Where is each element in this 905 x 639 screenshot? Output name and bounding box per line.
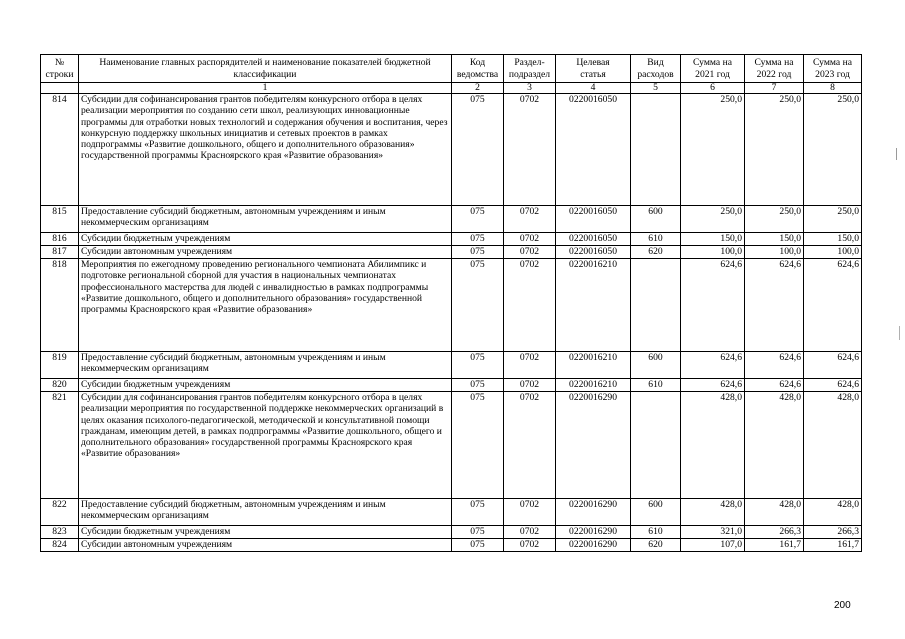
row-sum-2022: 250,0 bbox=[745, 206, 804, 233]
header-sum-2023: Сумма на 2023 год bbox=[804, 55, 862, 83]
row-target: 0220016210 bbox=[556, 259, 631, 352]
row-target: 0220016050 bbox=[556, 206, 631, 233]
row-sum-2022: 624,6 bbox=[745, 379, 804, 392]
table-row bbox=[41, 259, 862, 352]
row-sum-2023: 100,0 bbox=[804, 246, 862, 259]
row-sum-2022: 161,7 bbox=[745, 539, 804, 552]
row-dept-code: 075 bbox=[452, 526, 504, 539]
row-sum-2023: 250,0 bbox=[804, 206, 862, 233]
row-name: Субсидии бюджетным учреждениям bbox=[79, 526, 452, 539]
table-row bbox=[41, 246, 862, 259]
row-sum-2022: 150,0 bbox=[745, 233, 804, 246]
row-target: 0220016290 bbox=[556, 539, 631, 552]
row-dept-code: 075 bbox=[452, 233, 504, 246]
row-sum-2021: 150,0 bbox=[681, 233, 745, 246]
row-name: Субсидии автономным учреждениям bbox=[79, 246, 452, 259]
row-name: Субсидии бюджетным учреждениям bbox=[79, 379, 452, 392]
row-expense-type: 600 bbox=[631, 206, 681, 233]
row-section: 0702 bbox=[504, 526, 556, 539]
row-sum-2023: 428,0 bbox=[804, 392, 862, 499]
column-number: 5 bbox=[631, 83, 681, 94]
row-sum-2022: 428,0 bbox=[745, 499, 804, 526]
row-name: Субсидии автономным учреждениям bbox=[79, 539, 452, 552]
row-expense-type: 620 bbox=[631, 539, 681, 552]
row-sum-2021: 100,0 bbox=[681, 246, 745, 259]
row-sum-2023: 624,6 bbox=[804, 379, 862, 392]
column-number: 4 bbox=[556, 83, 631, 94]
row-target: 0220016050 bbox=[556, 246, 631, 259]
row-sum-2021: 250,0 bbox=[681, 206, 745, 233]
row-number: 816 bbox=[41, 233, 79, 246]
row-section: 0702 bbox=[504, 499, 556, 526]
header-section: Раздел- подраздел bbox=[504, 55, 556, 83]
row-sum-2021: 624,6 bbox=[681, 352, 745, 379]
column-number: 8 bbox=[804, 83, 862, 94]
row-section: 0702 bbox=[504, 379, 556, 392]
row-sum-2021: 321,0 bbox=[681, 526, 745, 539]
table-row bbox=[41, 206, 862, 233]
row-sum-2021: 428,0 bbox=[681, 392, 745, 499]
row-target: 0220016210 bbox=[556, 352, 631, 379]
row-sum-2022: 428,0 bbox=[745, 392, 804, 499]
column-number-row bbox=[41, 83, 862, 94]
row-number: 824 bbox=[41, 539, 79, 552]
row-target: 0220016290 bbox=[556, 526, 631, 539]
header-target: Целевая статья bbox=[556, 55, 631, 83]
row-section: 0702 bbox=[504, 392, 556, 499]
row-name: Субсидии для софинансирования грантов победителям конкурсного отбора в целях реализации мероприятия по созданию сети школ, реализующих инновационные программы для отработки новых технологий и содержания обучения и воспитания, через конкурсную поддержку школьных инициатив и сетевых проектов в рамках подпрограммы «Развитие дошкольного, общего и дополнительного образования» государственной программы Красноярского края «Развитие образования» bbox=[79, 94, 452, 206]
column-number: 6 bbox=[681, 83, 745, 94]
row-dept-code: 075 bbox=[452, 352, 504, 379]
table-row bbox=[41, 392, 862, 499]
row-number: 821 bbox=[41, 392, 79, 499]
row-expense-type: 600 bbox=[631, 352, 681, 379]
row-sum-2022: 624,6 bbox=[745, 352, 804, 379]
row-expense-type bbox=[631, 94, 681, 206]
row-name: Предоставление субсидий бюджетным, автономным учреждениям и иным некоммерческим организациям bbox=[79, 352, 452, 379]
row-sum-2021: 107,0 bbox=[681, 539, 745, 552]
row-number: 820 bbox=[41, 379, 79, 392]
header-name: Наименование главных распорядителей и наименование показателей бюджетной классификации bbox=[79, 55, 452, 83]
row-target: 0220016050 bbox=[556, 94, 631, 206]
row-expense-type: 610 bbox=[631, 379, 681, 392]
table-row bbox=[41, 352, 862, 379]
row-expense-type: 610 bbox=[631, 233, 681, 246]
row-section: 0702 bbox=[504, 246, 556, 259]
budget-table bbox=[40, 54, 862, 552]
row-section: 0702 bbox=[504, 206, 556, 233]
row-dept-code: 075 bbox=[452, 94, 504, 206]
row-target: 0220016290 bbox=[556, 392, 631, 499]
row-section: 0702 bbox=[504, 233, 556, 246]
row-name: Мероприятия по ежегодному проведению регионального чемпионата Абилимпикс и подготовке региональной сборной для участия в национальных чемпионатах профессионального мастерства для людей с инвалидностью в рамках подпрограммы «Развитие дошкольного, общего и дополнительного образования» государственной программы Красноярского края «Развитие образования» bbox=[79, 259, 452, 352]
row-sum-2021: 624,6 bbox=[681, 259, 745, 352]
row-section: 0702 bbox=[504, 94, 556, 206]
row-sum-2021: 428,0 bbox=[681, 499, 745, 526]
scan-edge-mark bbox=[899, 326, 900, 340]
row-sum-2023: 624,6 bbox=[804, 259, 862, 352]
row-expense-type bbox=[631, 259, 681, 352]
row-section: 0702 bbox=[504, 352, 556, 379]
row-dept-code: 075 bbox=[452, 539, 504, 552]
row-sum-2021: 250,0 bbox=[681, 94, 745, 206]
row-sum-2023: 250,0 bbox=[804, 94, 862, 206]
header-row-no: № строки bbox=[41, 55, 79, 83]
row-sum-2022: 250,0 bbox=[745, 94, 804, 206]
row-sum-2022: 624,6 bbox=[745, 259, 804, 352]
scan-edge-mark bbox=[896, 148, 897, 160]
row-section: 0702 bbox=[504, 259, 556, 352]
row-sum-2023: 266,3 bbox=[804, 526, 862, 539]
row-name: Предоставление субсидий бюджетным, автономным учреждениям и иным некоммерческим организациям bbox=[79, 206, 452, 233]
row-number: 823 bbox=[41, 526, 79, 539]
row-sum-2023: 161,7 bbox=[804, 539, 862, 552]
column-number: 3 bbox=[504, 83, 556, 94]
row-section: 0702 bbox=[504, 539, 556, 552]
row-sum-2023: 150,0 bbox=[804, 233, 862, 246]
row-target: 0220016050 bbox=[556, 233, 631, 246]
row-number: 817 bbox=[41, 246, 79, 259]
row-expense-type: 610 bbox=[631, 526, 681, 539]
table-row bbox=[41, 233, 862, 246]
header-expense-type: Вид расходов bbox=[631, 55, 681, 83]
row-dept-code: 075 bbox=[452, 499, 504, 526]
table-row bbox=[41, 499, 862, 526]
row-target: 0220016290 bbox=[556, 499, 631, 526]
row-name: Субсидии бюджетным учреждениям bbox=[79, 233, 452, 246]
table-row bbox=[41, 539, 862, 552]
row-dept-code: 075 bbox=[452, 379, 504, 392]
row-number: 822 bbox=[41, 499, 79, 526]
row-number: 814 bbox=[41, 94, 79, 206]
table-row bbox=[41, 379, 862, 392]
table-row bbox=[41, 526, 862, 539]
row-number: 815 bbox=[41, 206, 79, 233]
column-number: 7 bbox=[745, 83, 804, 94]
column-number: 2 bbox=[452, 83, 504, 94]
table-row bbox=[41, 94, 862, 206]
row-sum-2022: 266,3 bbox=[745, 526, 804, 539]
row-name: Субсидии для софинансирования грантов победителям конкурсного отбора в целях реализации мероприятия по государственной поддержке некоммерческих организаций в целях оказания психолого-педагогической, методической и консультативной помощи гражданам, имеющим детей, в рамках подпрограммы «Развитие дошкольного, общего и дополнительного образования» государственной программы Красноярского края «Развитие образования» bbox=[79, 392, 452, 499]
column-number: 1 bbox=[79, 83, 452, 94]
row-expense-type: 600 bbox=[631, 499, 681, 526]
row-dept-code: 075 bbox=[452, 259, 504, 352]
header-sum-2021: Сумма на 2021 год bbox=[681, 55, 745, 83]
row-number: 819 bbox=[41, 352, 79, 379]
row-name: Предоставление субсидий бюджетным, автономным учреждениям и иным некоммерческим организациям bbox=[79, 499, 452, 526]
page-number: 200 bbox=[834, 600, 851, 611]
row-target: 0220016210 bbox=[556, 379, 631, 392]
row-sum-2022: 100,0 bbox=[745, 246, 804, 259]
column-number bbox=[41, 83, 79, 94]
row-sum-2021: 624,6 bbox=[681, 379, 745, 392]
row-dept-code: 075 bbox=[452, 392, 504, 499]
row-sum-2023: 624,6 bbox=[804, 352, 862, 379]
row-sum-2023: 428,0 bbox=[804, 499, 862, 526]
row-number: 818 bbox=[41, 259, 79, 352]
row-dept-code: 075 bbox=[452, 206, 504, 233]
header-dept-code: Код ведомства bbox=[452, 55, 504, 83]
header-sum-2022: Сумма на 2022 год bbox=[745, 55, 804, 83]
row-dept-code: 075 bbox=[452, 246, 504, 259]
row-expense-type bbox=[631, 392, 681, 499]
row-expense-type: 620 bbox=[631, 246, 681, 259]
